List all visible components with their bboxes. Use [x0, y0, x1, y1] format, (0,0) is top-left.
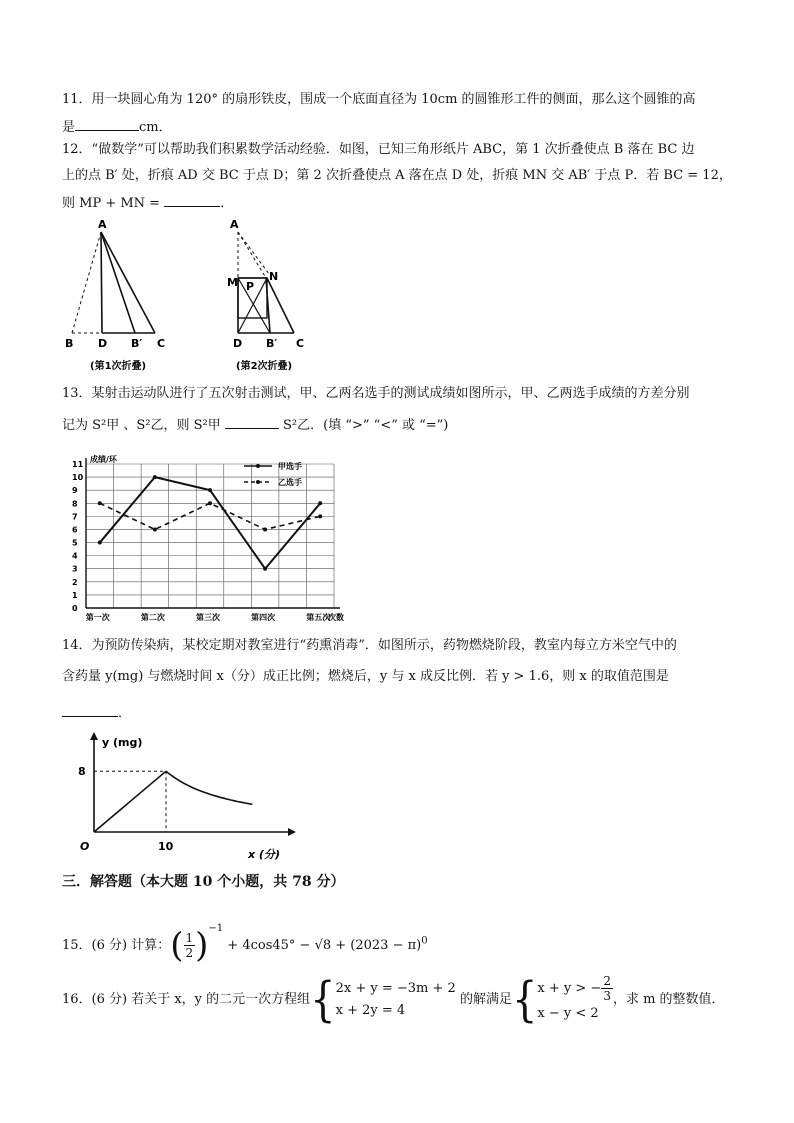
- q13-answer-blank[interactable]: [225, 414, 279, 429]
- fold-figure-1: [60, 218, 180, 378]
- q13-line1: 13．某射击运动队进行了五次射击测试，甲、乙两名选手的测试成绩如图所示，甲、乙两选手成绩的方差分别: [62, 386, 690, 401]
- series-jia-point: [263, 567, 267, 571]
- fold2-label-b-prime: B′: [266, 337, 278, 350]
- q16-eq1: 2x + y = −3m + 2: [335, 980, 456, 996]
- x-marker-label: 10: [158, 840, 174, 853]
- fold2-label-a: A: [230, 218, 239, 231]
- q14-suffix: ．: [118, 706, 132, 721]
- x-category-label: 第一次: [85, 613, 110, 622]
- q16-middle: 的解满足: [459, 992, 512, 1007]
- inverse-curve: [166, 771, 252, 804]
- y-tick-label: 5: [72, 538, 78, 548]
- fold2-label-m: M: [227, 276, 238, 289]
- y-tick-label: 0: [72, 604, 78, 613]
- y-axis-arrow-icon: [90, 732, 98, 740]
- x-category-label: 第五次: [306, 613, 331, 622]
- fold1-edge-ab-dashed: [72, 232, 101, 333]
- fold1-edge-ab1: [101, 232, 135, 333]
- q16-inequality-system: [537, 974, 613, 1025]
- q15-line: 15．(6 分) 计算：( $\frac{1}{2}$ )$^{-1} + 4\cos 45^\circ - √8 + (2023 - \pi)^0$: [62, 923, 428, 966]
- q16-line: [62, 972, 754, 1032]
- fold1-label-b-prime: B′: [131, 337, 143, 350]
- q12-line2: 上的点 B′ 处，折痕 AD 交 BC 于点 D；第 2 次折叠使点 A 落在点 D 处，折痕 MN 交 AB′ 于点 P．若 BC = 12，: [62, 168, 732, 183]
- q12-suffix: ．: [220, 196, 234, 211]
- fold2-ac-upper-dashed: [238, 232, 272, 278]
- q16-eq2: x + 2y = 4: [335, 1002, 406, 1018]
- legend-label: 乙选手: [278, 478, 302, 487]
- series-yi-point: [98, 501, 102, 505]
- x-axis-arrow-icon: [288, 828, 296, 836]
- q16-ineq1: x + y > − $\frac{2}{3}$: [537, 974, 611, 1003]
- y-marker-label: 8: [78, 765, 86, 779]
- x-category-label: 第三次: [196, 613, 220, 622]
- disinfection-dose-chart: [62, 726, 302, 866]
- q12-line3: [62, 192, 754, 214]
- q12-prefix: 则 MP + MN =: [62, 196, 161, 211]
- fold1-label-d: D: [98, 337, 108, 350]
- fold2-label-c: C: [296, 337, 305, 350]
- shooting-score-chart: [62, 450, 362, 625]
- q16-suffix: ，求 m 的整数值．: [612, 992, 725, 1007]
- fold2-ab1-upper-dashed: [238, 232, 266, 278]
- q16-prefix: 16．(6 分) 若关于 x，y 的二元一次方程组: [62, 992, 311, 1007]
- q13-prefix: 记为 S²甲 、S²乙，则 S²甲: [62, 418, 221, 433]
- y-tick-label: 11: [72, 460, 84, 469]
- q11-suffix: cm．: [139, 120, 172, 135]
- fold2-caption: (第2次折叠): [236, 361, 293, 372]
- q13-suffix: S²乙．(填 “>” “<” 或 “=”): [283, 418, 449, 433]
- fold2-edge-nc: [267, 278, 294, 333]
- q13-line2: [62, 414, 754, 436]
- q11-line1: 11．用一块圆心角为 120° 的扇形铁皮，围成一个底面直径为 10cm 的圆锥形工件的侧面，那么这个圆锥的高: [62, 92, 696, 107]
- y-tick-label: 10: [72, 473, 84, 483]
- y-tick-label: 6: [72, 525, 78, 535]
- x-category-label: 第四次: [251, 613, 276, 622]
- series-yi-point: [318, 514, 322, 518]
- q11-line2: [62, 116, 754, 138]
- y-tick-label: 3: [72, 564, 78, 574]
- q14-line1: 14．为预防传染病，某校定期对教室进行“药熏消毒”．如图所示，药物燃烧阶段，教室内每立方米空气中的: [62, 638, 677, 653]
- q11-prefix: 是: [62, 120, 76, 135]
- series-jia-point: [153, 475, 157, 479]
- q16-inequality-brace-icon: {: [511, 971, 538, 1028]
- q12-answer-blank[interactable]: [164, 192, 220, 207]
- series-jia-point: [318, 501, 322, 505]
- fold2-label-d: D: [233, 337, 243, 350]
- q15-expression: + 4cos45° − √8 + (2023 − π): [227, 938, 422, 953]
- proportional-segment: [94, 771, 166, 832]
- y-axis-label: 成绩/环: [90, 455, 117, 464]
- fold1-label-b: B: [65, 337, 74, 350]
- q11-answer-blank[interactable]: [75, 116, 139, 131]
- fold1-label-a: A: [98, 218, 107, 231]
- fold2-label-n: N: [269, 270, 279, 283]
- fold1-caption: (第1次折叠): [90, 361, 147, 372]
- fold1-label-c: C: [157, 337, 166, 350]
- q15-open-paren-icon: (: [170, 925, 184, 966]
- fold2-label-p: P: [246, 280, 255, 293]
- y-tick-label: 4: [72, 551, 78, 561]
- section-3-heading: 三．解答题（本大题 10 个小题，共 78 分）: [62, 874, 345, 890]
- y-tick-label: 8: [72, 499, 78, 509]
- series-yi-point: [208, 501, 212, 505]
- y-tick-label: 1: [72, 590, 78, 600]
- q16-equation-system: [336, 978, 456, 1022]
- fold1-edge-ac: [101, 232, 155, 333]
- fold1-crease-ad: [101, 232, 102, 333]
- q14-line2: 含药量 y(mg) 与燃烧时间 x（分）成正比例；燃烧后，y 与 x 成反比例．若 y > 1.6，则 x 的取值范围是: [62, 669, 669, 684]
- fold-figure-2: [222, 218, 322, 378]
- q14-answer-blank[interactable]: [62, 702, 118, 717]
- q16-ineq2: x − y < 2: [537, 1006, 599, 1021]
- x-axis-label: 次数: [328, 613, 344, 622]
- q12-line1: 12．“做数学”可以帮助我们积累数学活动经验．如图，已知三角形纸片 ABC，第 1 次折叠使点 B 落在 BC 边: [62, 142, 695, 157]
- q16-system-brace-icon: {: [310, 971, 336, 1028]
- q16-fraction: $\frac{2}{3}$: [603, 974, 611, 1003]
- legend-swatch-marker: [256, 480, 260, 484]
- series-yi-point: [263, 527, 267, 531]
- q15-prefix: 15．(6 分) 计算：: [62, 938, 171, 953]
- q15-close-paren-icon: ): [195, 925, 209, 966]
- legend-label: 甲选手: [278, 462, 302, 471]
- legend-swatch-marker: [256, 464, 260, 468]
- y-axis-label: y (mg): [102, 736, 143, 749]
- series-yi-point: [153, 527, 157, 531]
- series-jia-point: [98, 541, 102, 545]
- x-axis-label: x (分): [248, 848, 280, 861]
- q14-line3: [62, 702, 754, 724]
- y-tick-label: 9: [72, 486, 78, 496]
- x-category-label: 第二次: [140, 613, 165, 622]
- y-tick-label: 7: [72, 512, 78, 522]
- origin-label: O: [80, 840, 90, 853]
- y-tick-label: 2: [72, 577, 78, 587]
- q15-fraction: $\frac{1}{2}$: [185, 931, 194, 960]
- series-jia-point: [208, 488, 212, 492]
